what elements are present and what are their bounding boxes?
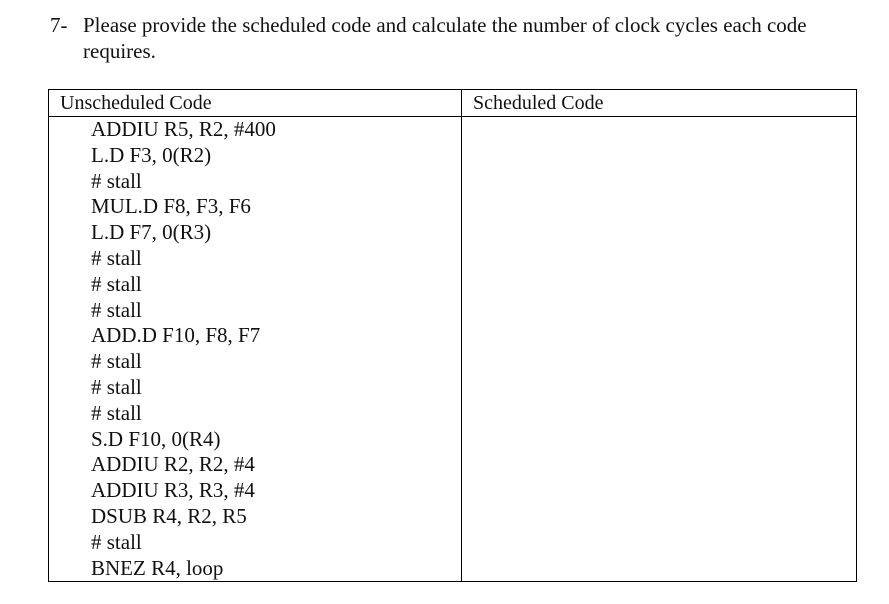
question-text: Please provide the scheduled code and calculate the number of clock cycles each code requires. — [83, 13, 807, 63]
code-line: # stall — [91, 297, 142, 322]
code-line: ADDIU R3, R3, #4 — [91, 478, 255, 503]
code-line: L.D F3, 0(R2) — [91, 142, 212, 167]
code-table — [48, 89, 857, 582]
code-line: # stall — [91, 349, 142, 374]
column-divider — [461, 90, 462, 581]
code-line: # stall — [91, 374, 142, 399]
code-line: MUL.D F8, F3, F6 — [91, 194, 251, 219]
code-line: ADDIU R2, R2, #4 — [91, 452, 255, 477]
code-line: # stall — [91, 168, 142, 193]
code-line: # stall — [91, 400, 142, 425]
code-line: S.D F10, 0(R4) — [91, 426, 221, 451]
unscheduled-code-list — [91, 117, 276, 581]
code-line: # stall — [91, 529, 142, 554]
header-scheduled: Scheduled Code — [473, 92, 604, 114]
code-line: L.D F7, 0(R3) — [91, 220, 212, 245]
code-line: # stall — [91, 245, 142, 270]
code-line: ADDIU R5, R2, #400 — [91, 117, 276, 141]
code-line: ADD.D F10, F8, F7 — [91, 323, 261, 348]
code-line: DSUB R4, R2, R5 — [91, 503, 247, 528]
code-line: # stall — [91, 271, 142, 296]
question — [50, 12, 870, 64]
header-unscheduled: Unscheduled Code — [60, 92, 212, 114]
code-line: BNEZ R4, loop — [91, 555, 224, 580]
question-number: 7- — [50, 13, 68, 37]
